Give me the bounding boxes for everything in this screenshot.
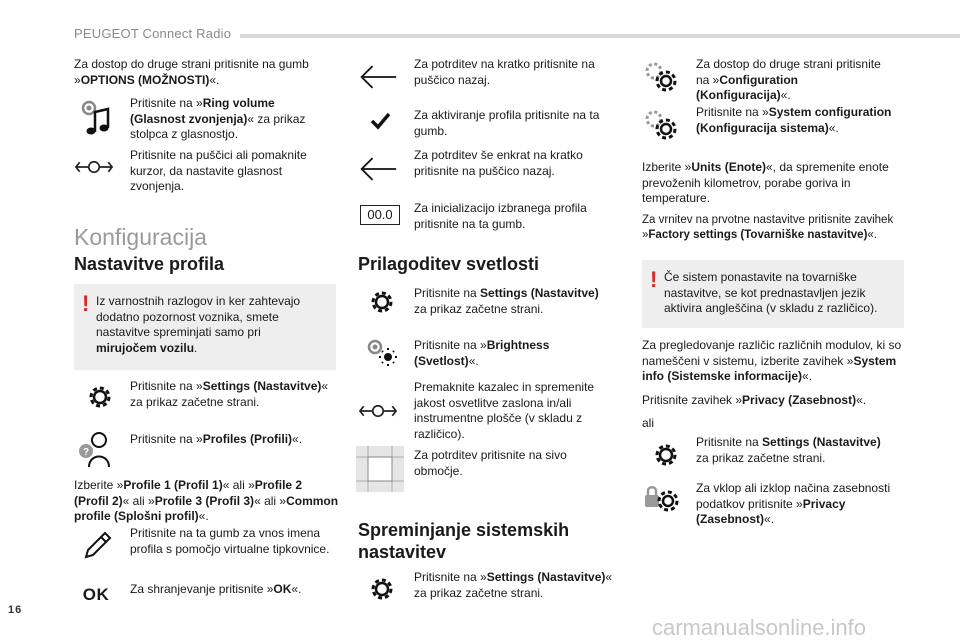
system-configuration-gears-icon xyxy=(642,106,682,144)
intro-text: Za dostop do druge strani pritisnite na gumb » xyxy=(74,57,309,87)
select-end: «. xyxy=(198,509,209,524)
configuration-text xyxy=(696,57,896,104)
p-settings-pre: Pritisnite na xyxy=(696,435,763,449)
warning-body: Iz varnostnih razlogov in ker zahtevajo dodatno pozornost voznika, smete nastavitve spreminjati samo pri xyxy=(96,294,301,340)
s-settings-post: « za prikaz začetne strani. xyxy=(414,570,613,600)
settings-bold: Settings (Nastavitve) xyxy=(202,379,322,393)
select-sep-2: « ali » xyxy=(122,493,155,508)
b-settings-post: za prikaz začetne strani. xyxy=(414,301,544,316)
section-title: Konfiguracija xyxy=(74,224,207,250)
p-toggle-post: «. xyxy=(764,512,775,527)
ring-bold: Ring volume (Glasnost zvonjenja) xyxy=(130,96,275,126)
select-profile-1: Profile 1 (Profil 1) xyxy=(123,478,223,492)
privacy-bold: Privacy (Zasebnost) xyxy=(742,393,857,407)
info-pre: Za pregledovanje različic različnih modulov, ki so nameščeni v sistemu, izberite zavihek » xyxy=(642,338,902,368)
privacy-pre: Pritisnite zavihek » xyxy=(642,393,743,407)
factory-pre: Za vrnitev na prvotne nastavitve pritisnite zavihek » xyxy=(642,214,894,241)
reset-counter-icon xyxy=(360,196,400,234)
music-gear-icon xyxy=(76,98,116,136)
ok-bold: OK xyxy=(273,582,292,596)
system-settings-text xyxy=(414,570,614,601)
p-settings-bold: Settings (Nastavitve) xyxy=(762,435,881,449)
config-post: «. xyxy=(780,88,791,103)
intro-paragraph xyxy=(74,57,339,88)
intro-bold: OPTIONS (MOŽNOSTI) xyxy=(80,72,210,87)
warning-icon: ! xyxy=(82,291,90,316)
ring-post: « za prikaz stolpca z glasnostjo. xyxy=(130,111,306,142)
settings-gear-icon-3 xyxy=(362,570,402,608)
activate-profile-text: Za aktiviranje profila pritisnite na ta gumb. xyxy=(414,108,600,138)
brightness-text xyxy=(414,338,614,369)
privacy-toggle-text xyxy=(696,481,896,528)
settings-pre: Pritisnite na » xyxy=(130,379,203,393)
settings-gear-icon-4 xyxy=(646,436,686,474)
reset-counter-label: 00.0 xyxy=(360,205,400,225)
header-title: PEUGEOT Connect Radio xyxy=(74,26,232,41)
system-heading: Spreminjanje sistemskih nastavitev xyxy=(358,520,570,562)
units-text xyxy=(642,160,902,207)
p-settings-post: za prikaz začetne strani. xyxy=(696,450,826,465)
brightness-settings-text xyxy=(414,286,614,317)
ok-icon xyxy=(76,576,116,614)
warning-end: . xyxy=(194,340,198,355)
factory-warning-box xyxy=(642,260,904,328)
warning-box xyxy=(74,284,336,370)
factory-bold: Factory settings (Tovarniške nastavitve) xyxy=(648,228,868,241)
reset-profile-text: Za inicializacijo izbranega profila pritisnite na ta gumb. xyxy=(414,201,587,231)
b-bright-bold: Brightness (Svetlost) xyxy=(414,338,550,368)
ok-post: «. xyxy=(291,582,302,596)
settings-gear-icon-2 xyxy=(362,283,402,321)
select-sep-3: « ali » xyxy=(254,493,287,508)
back-again-text: Za potrditev še enkrat na kratko pritisnite na puščico nazaj. xyxy=(414,148,583,178)
profiles-heading: Nastavitve profila xyxy=(74,254,225,274)
units-pre: Izberite » xyxy=(642,160,692,174)
brightness-icon xyxy=(360,332,400,370)
save-ok-text xyxy=(130,582,330,598)
ring-volume-text xyxy=(130,96,330,143)
profiles-post: «. xyxy=(292,432,303,446)
settings-post: « za prikaz začetne strani. xyxy=(130,379,329,409)
back-arrow-icon xyxy=(358,58,398,96)
sys-bold: System configuration (Konfiguracija sistema) xyxy=(696,105,892,135)
profile-select-text xyxy=(74,478,339,525)
page-number: 16 xyxy=(8,604,23,616)
p-toggle-bold: Privacy (Zasebnost) xyxy=(696,496,846,527)
page-header xyxy=(0,0,960,44)
brightness-heading: Prilagoditev svetlosti xyxy=(358,254,540,274)
s-settings-bold: Settings (Nastavitve) xyxy=(486,570,606,584)
edit-name-text: Pritisnite na ta gumb za vnos imena profila s pomočjo virtualne tipkovnice. xyxy=(130,526,330,556)
info-bold: System info (Sistemske informacije) xyxy=(642,353,897,384)
privacy-lock-icon xyxy=(642,480,682,518)
b-bright-post: «. xyxy=(468,353,479,368)
factory-warning-text: Če sistem ponastavite na tovarniške nastavitve, se kot prednastavljen jezik aktivira angleščina (v skladu z različico). xyxy=(664,270,878,316)
select-common-profile: Common profile (Splošni profil) xyxy=(74,493,339,524)
warning-bold: mirujočem vozilu xyxy=(96,340,195,355)
sys-pre: Pritisnite na » xyxy=(696,105,769,119)
factory-post: «. xyxy=(867,228,877,241)
grey-area-icon xyxy=(356,446,404,492)
b-settings-pre: Pritisnite na xyxy=(414,286,481,300)
ok-pre: Za shranjevanje pritisnite » xyxy=(130,582,274,596)
select-profile-2: Profile 2 (Profil 2) xyxy=(74,478,303,508)
config-bold: Configuration (Konfiguracija) xyxy=(696,72,799,103)
brightness-slider-text: Premaknite kazalec in spremenite jakost osvetlitve zaslona in/ali instrumentne plošče (v skladu z različico). xyxy=(414,380,595,441)
privacy-settings-text xyxy=(696,435,896,466)
b-bright-pre: Pritisnite na » xyxy=(414,338,487,352)
profiles-bold: Profiles (Profili) xyxy=(202,432,293,446)
select-pre: Izberite » xyxy=(74,478,124,492)
units-bold: Units (Enote) xyxy=(691,160,767,174)
header-rule xyxy=(240,34,960,38)
config-pre: Za dostop do druge strani pritisnite na » xyxy=(696,57,881,87)
profiles-pre: Pritisnite na » xyxy=(130,432,203,446)
select-profile-3: Profile 3 (Profil 3) xyxy=(154,493,255,508)
settings-text xyxy=(130,379,330,410)
info-post: «. xyxy=(802,369,813,384)
privacy-tab-text xyxy=(642,393,902,409)
warning-text xyxy=(96,294,324,356)
or-text: ali xyxy=(642,416,655,430)
settings-gear-icon xyxy=(80,378,120,416)
p-toggle-pre: Za vklop ali izklop načina zasebnosti podatkov pritisnite » xyxy=(696,481,891,511)
pencil-icon xyxy=(78,526,118,564)
svg-text:?: ? xyxy=(82,447,90,458)
slider-volume-text: Pritisnite na puščici ali pomaknite kurzor, da nastavite glasnost zvonjenja. xyxy=(130,148,307,194)
system-info-text xyxy=(642,338,902,385)
configuration-gears-icon xyxy=(642,58,682,96)
grey-area-text: Za potrditev pritisnite na sivo območje. xyxy=(414,448,567,478)
back-short-text: Za potrditev na kratko pritisnite na puščico nazaj. xyxy=(414,57,595,87)
s-settings-pre: Pritisnite na » xyxy=(414,570,487,584)
profiles-text xyxy=(130,432,330,448)
privacy-post: «. xyxy=(856,393,867,407)
warning-icon-2: ! xyxy=(650,267,658,292)
checkmark-icon xyxy=(360,102,400,140)
profile-person-icon xyxy=(76,430,116,468)
system-configuration-text xyxy=(696,105,896,136)
watermark: carmanualsonline.info xyxy=(652,615,867,640)
sys-post: «. xyxy=(828,120,839,135)
back-arrow-icon-2 xyxy=(358,150,398,188)
intro-end: «. xyxy=(209,72,220,87)
select-sep-1: « ali » xyxy=(222,478,255,492)
factory-settings-text xyxy=(642,213,904,243)
slider-arrows-icon xyxy=(74,148,114,186)
slider-arrows-icon-2 xyxy=(358,392,398,430)
units-post: «, da spremenite enote prevoženih kilometrov, porabe goriva in temperature. xyxy=(642,160,889,206)
b-settings-bold: Settings (Nastavitve) xyxy=(480,286,599,300)
ring-pre: Pritisnite na » xyxy=(130,96,203,110)
ok-icon-label: OK xyxy=(82,584,110,604)
